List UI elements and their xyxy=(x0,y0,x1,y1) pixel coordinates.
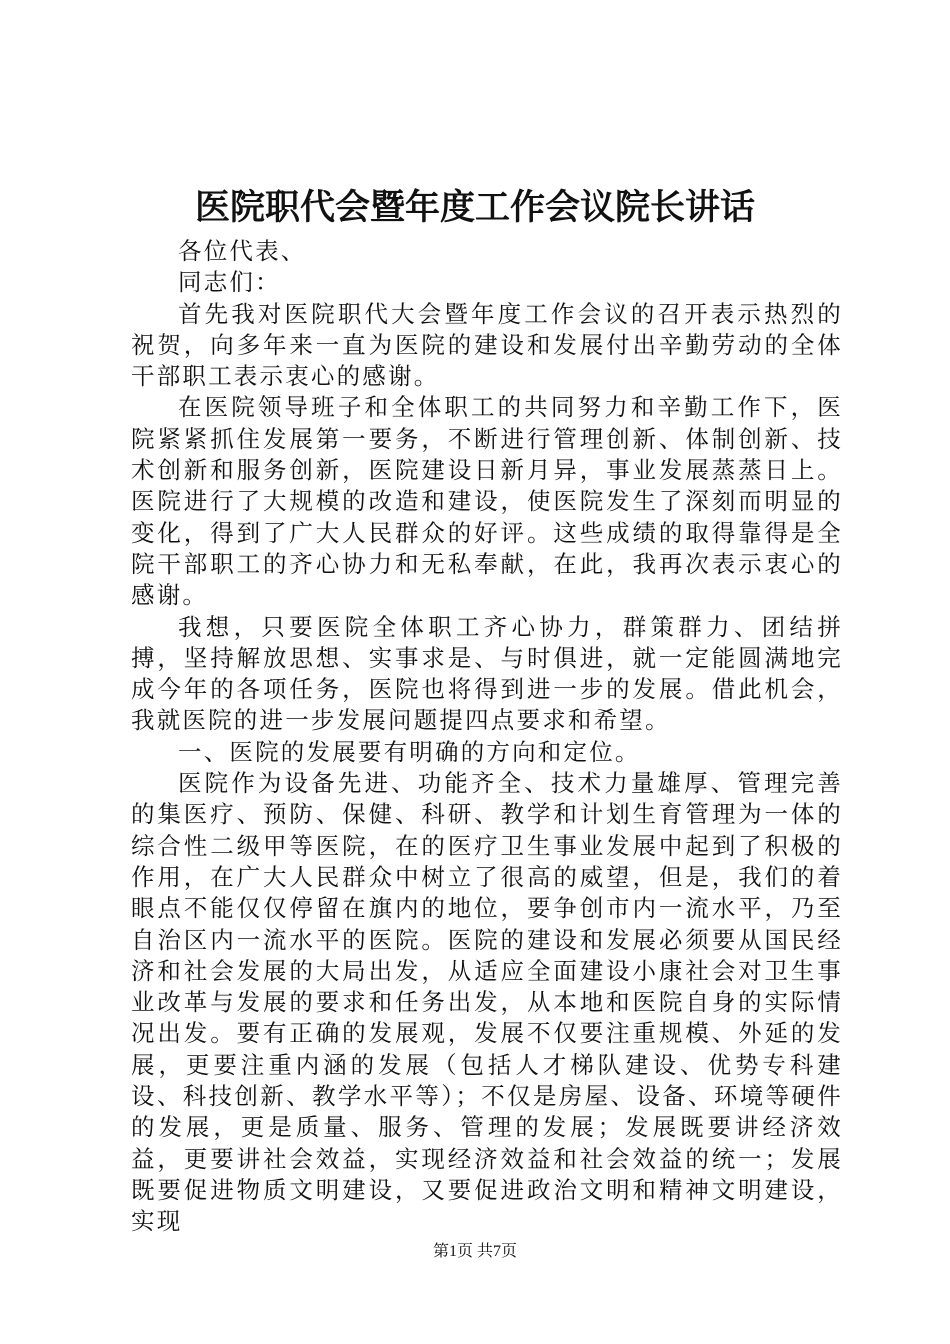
section-heading-1: 一、医院的发展要有明确的方向和定位。 xyxy=(178,737,641,766)
paragraph-achievements: 在医院领导班子和全体职工的共同努力和辛勤工作下，医院紧紧抓住发展第一要务，不断进行管理创新、体制创新、技术创新和服务创新，医院建设日新月异，事业发展蒸蒸日上。医院进行了大规模的改造和建设，使医院发生了深刻而明显的变化，得到了广大人民群众的好评。这些成绩的取得靠得是全院干部职工的齐心协力和无私奉献，在此，我再次表示衷心的感谢。 xyxy=(131,393,843,610)
document-body xyxy=(131,236,843,1238)
paragraph-requirements: 我想，只要医院全体职工齐心协力，群策群力、团结拼搏，坚持解放思想、实事求是、与时俱进，就一定能圆满地完成今年的各项任务，医院也将得到进一步的发展。借此机会，我就医院的进一步发展问题提四点要求和希望。 xyxy=(131,612,843,735)
paragraph-direction: 医院作为设备先进、功能齐全、技术力量雄厚、管理完善的集医疗、预防、保健、科研、教学和计划生育管理为一体的综合性二级甲等医院，在的医疗卫生事业发展中起到了积极的作用，在广大人民群众中树立了很高的威望，但是，我们的着眼点不能仅仅停留在旗内的地位，要争创市内一流水平，乃至自治区内一流水平的医院。医院的建设和发展必须要从国民经济和社会发展的大局出发，从适应全面建设小康社会对卫生事业改革与发展的要求和任务出发，从本地和医院自身的实际情况出发。要有正确的发展观，发展不仅要注重规模、外延的发展，更要注重内涵的发展（包括人才梯队建设、优势专科建设、科技创新、教学水平等）；不仅是房屋、设备、环境等硬件的发展，更是质量、服务、管理的发展；发展既要讲经济效益，更要讲社会效益，实现经济效益和社会效益的统一；发展既要促进物质文明建设，又要促进政治文明和精神文明建设，实现 xyxy=(131,769,843,1236)
paragraph-opening: 首先我对医院职代大会暨年度工作会议的召开表示热烈的祝贺，向多年来一直为医院的建设和发展付出辛勤劳动的全体干部职工表示衷心的感谢。 xyxy=(131,299,843,391)
document-title: 医院职代会暨年度工作会议院长讲话 xyxy=(194,187,755,228)
salutation-line-1: 各位代表、 xyxy=(178,237,307,265)
salutation-line-2: 同志们： xyxy=(178,268,281,297)
page-number-footer: 第1页 共7页 xyxy=(432,1243,517,1260)
